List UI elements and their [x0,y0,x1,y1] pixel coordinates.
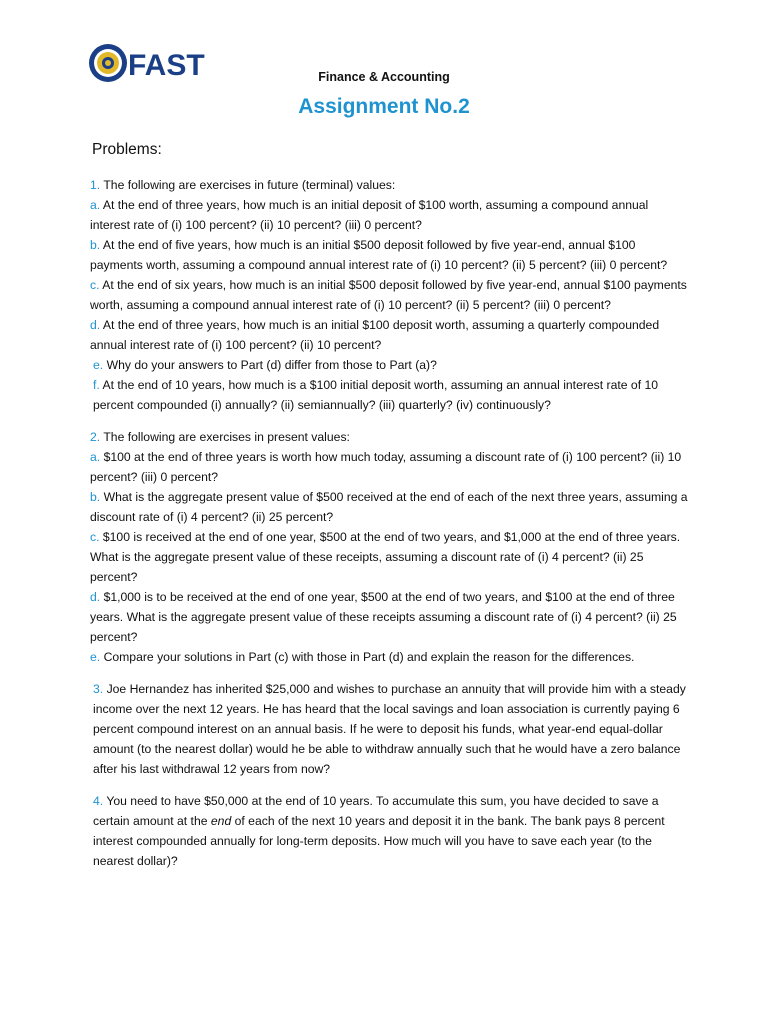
problem-part [90,587,690,647]
part-text: At the end of 10 years, how much is a $100 initial deposit worth, assuming an annual interest rate of 10 percent compounded (i) annually? (ii) semiannually? (iii) quarterly? (iv) continuously? [93,378,659,412]
problem-part [90,487,690,527]
part-letter: c. [90,530,100,544]
course-subject: Finance & Accounting [318,70,450,84]
problem-part [90,275,690,315]
part-text: $1,000 is to be received at the end of one year, $500 at the end of two years, and $100 at the end of three years. What is the aggregate present value of these receipts assuming a discount rate of (i) 4 percent? (ii) 25 percent? [90,590,677,644]
part-text: $100 at the end of three years is worth how much today, assuming a discount rate of (i) 100 percent? (ii) 10 percent? (iii) 0 percent? [90,450,682,484]
part-text: Why do your answers to Part (d) differ from those to Part (a)? [106,358,437,372]
part-letter: f. [93,378,100,392]
problem-body-emphasis: end [210,814,232,828]
problem-part [90,355,690,375]
part-text: $100 is received at the end of one year, $500 at the end of two years, and $1,000 at the end of three years. What is the aggregate present value of these receipts, assuming a discount rate of (i) 4 percent? (ii) 25 percent? [90,530,681,584]
problem-part [90,647,690,667]
part-text: At the end of six years, how much is an initial $500 deposit followed by five year-end, annual $100 payments worth, assuming a compound annual interest rate of (i) 10 percent? (ii) 5 percent? (iii) 0 percent? [90,278,687,312]
problem-number: 2. [90,430,101,444]
problem-body: Joe Hernandez has inherited $25,000 and wishes to purchase an annuity that will provide him with a steady income over the next 12 years. He has heard that the local savings and loan association is currently paying 6 percent compound interest on an annual basis. If he were to deposit his funds, what year-end equal-dollar amount (to the nearest dollar) would he be able to withdraw annually such that he would have a zero balance after his last withdrawal 12 years from now? [93,682,686,776]
assignment-title: Assignment No.2 [298,95,470,118]
problem-3 [90,679,690,779]
problem-part [90,527,690,587]
part-letter: a. [90,198,101,212]
problem-4 [90,791,690,871]
part-letter: d. [90,590,101,604]
problem-intro-text: The following are exercises in present values: [103,430,350,444]
problem-number: 3. [93,682,104,696]
problems-heading: Problems: [92,141,162,158]
problem-number: 4. [93,794,104,808]
problem-part [90,235,690,275]
problem-part [90,447,690,487]
part-text: At the end of three years, how much is an initial deposit of $100 worth, assuming a compound annual interest rate of (i) 100 percent? (ii) 10 percent? (iii) 0 percent? [90,198,649,232]
problem-part [90,195,690,235]
problem-1 [90,175,690,415]
problem-2 [90,427,690,667]
logo-wordmark: FAST [128,49,205,82]
part-text: Compare your solutions in Part (c) with those in Part (d) and explain the reason for the differences. [103,650,635,664]
problem-text [90,791,690,871]
part-letter: c. [90,278,100,292]
problem-intro [90,427,690,447]
part-text: At the end of five years, how much is an initial $500 deposit followed by five year-end, annual $100 payments worth, assuming a compound annual interest rate of (i) 10 percent? (ii) 5 percent? (iii) 0 percent? [90,238,668,272]
part-letter: b. [90,238,101,252]
part-letter: e. [93,358,104,372]
problem-part [90,375,690,415]
problem-body-end: of each of the next 10 years and deposit it in the bank. The bank pays 8 percent interest compounded annually for long-term deposits. How much will you have to save each year (to the nearest dollar)? [93,814,665,868]
problems-content [90,175,690,883]
part-letter: d. [90,318,101,332]
part-text: At the end of three years, how much is an initial $100 deposit worth, assuming a quarterly compounded annual interest rate of (i) 100 percent? (ii) 10 percent? [90,318,660,352]
problem-body-start: You need to have $50,000 at the end of 10 years. To accumulate this sum, you have decided to save a certain amount at the [93,794,659,828]
problem-intro-text: The following are exercises in future (terminal) values: [103,178,396,192]
part-letter: a. [90,450,101,464]
part-text: What is the aggregate present value of $500 received at the end of each of the next three years, assuming a discount rate of (i) 4 percent? (ii) 25 percent? [90,490,688,524]
problem-intro [90,175,690,195]
problem-part [90,315,690,355]
problem-number: 1. [90,178,101,192]
problem-text [90,679,690,779]
part-letter: e. [90,650,101,664]
part-letter: b. [90,490,101,504]
